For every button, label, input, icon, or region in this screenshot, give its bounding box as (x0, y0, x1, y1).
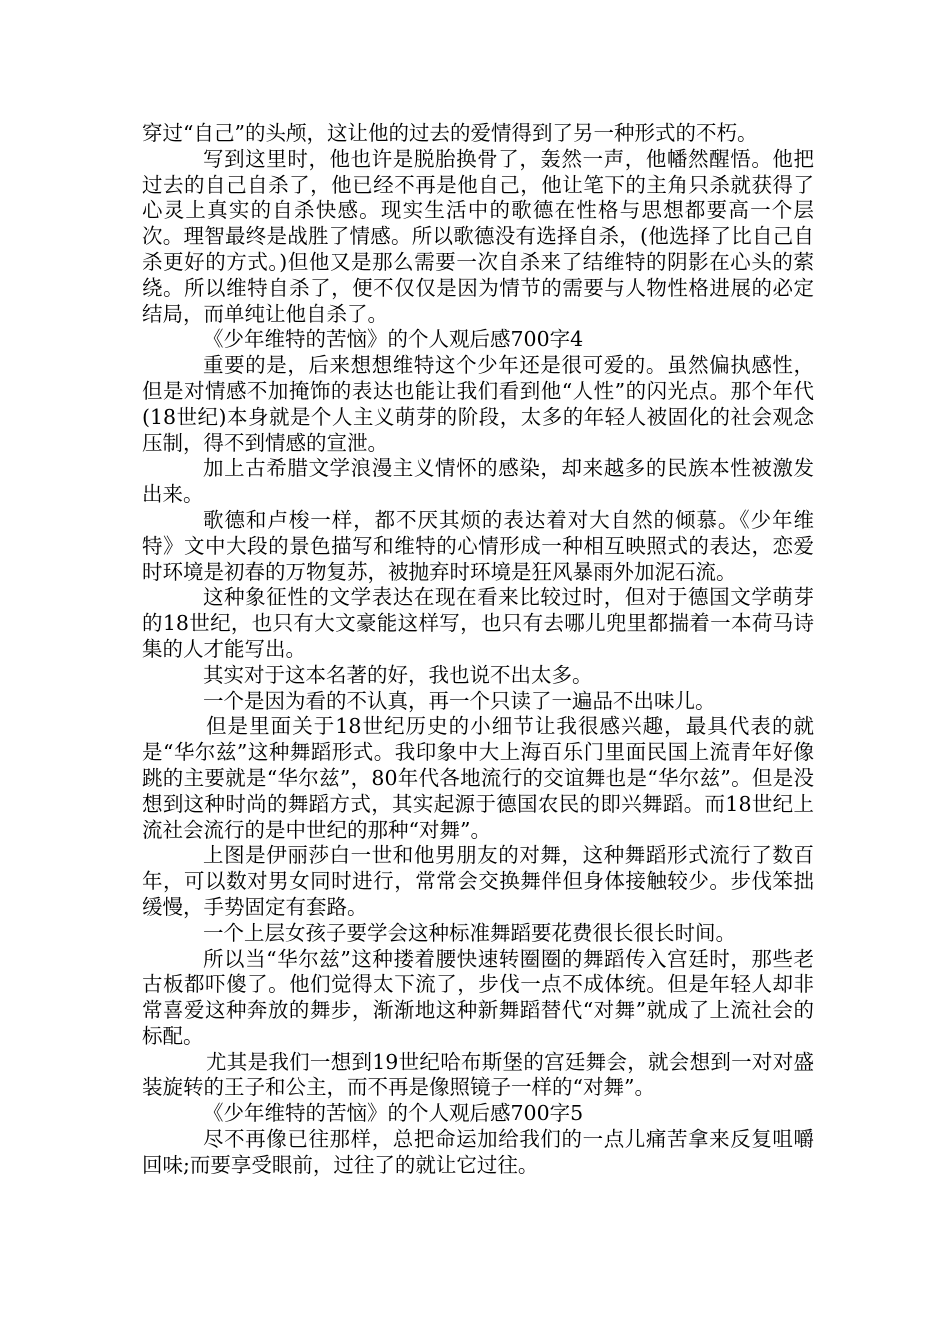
section-heading-4: 《少年维特的苦恼》的个人观后感700字4 (203, 327, 584, 352)
paragraph-6: 这种象征性的文学表达在现在看来比较过时，但对于德国文学萌芽的18世纪，也只有大文豪能这样写，也只有去哪儿兜里都揣着一本荷马诗集的人才能写出。 (142, 585, 814, 661)
paragraph-8: 一个是因为看的不认真，再一个只读了一遍品不出味儿。 (203, 688, 716, 713)
paragraph-13: 尤其是我们一想到19世纪哈布斯堡的宫廷舞会，就会想到一对对盛装旋转的王子和公主，而不再是像照镜子一样的“对舞”。 (142, 1049, 814, 1100)
paragraph-3: 重要的是，后来想想维特这个少年还是很可爱的。虽然偏执感性，但是对情感不加掩饰的表达也能让我们看到他“人性”的闪光点。那个年代(18世纪)本身就是个人主义萌芽的阶段，太多的年轻人被固化的社会观念压制，得不到情感的宣泄。 (142, 353, 814, 455)
document-page (142, 121, 814, 1179)
paragraph-5: 歌德和卢梭一样，都不厌其烦的表达着对大自然的倾慕。《少年维特》文中大段的景色描写和维特的心情形成一种相互映照式的表达，恋爱时环境是初春的万物复苏，被抛弃时环境是狂风暴雨外加泥石流。 (142, 507, 814, 584)
paragraph-1: 穿过“自己”的头颅，这让他的过去的爱情得到了另一种形式的不朽。 (142, 121, 758, 145)
paragraph-11: 一个上层女孩子要学会这种标准舞蹈要花费很长很长时间。 (203, 920, 736, 945)
paragraph-4: 加上古希腊文学浪漫主义情怀的感染，却来越多的民族本性被激发出来。 (142, 456, 814, 507)
paragraph-10: 上图是伊丽莎白一世和他男朋友的对舞，这种舞蹈形式流行了数百年，可以数对男女同时进行，常常会交换舞伴但身体接触较少。步伐笨拙缓慢，手势固定有套路。 (142, 843, 814, 919)
paragraph-2: 写到这里时，他也许是脱胎换骨了，轰然一声，他幡然醒悟。他把过去的自己自杀了，他已经不再是他自己，他让笔下的主角只杀就获得了心灵上真实的自杀快感。现实生活中的歌德在性格与思想都要高一个层次。理智最终是战胜了情感。所以歌德没有选择自杀，(他选择了比自己自杀更好的方式。)但他又是那么需要一次自杀来了结维特的阴影在心头的萦绕。所以维特自杀了，便不仅仅是因为情节的需要与人物性格进展的必定结局，而单纯让他自杀了。 (142, 146, 814, 326)
paragraph-9: 但是里面关于18世纪历史的小细节让我很感兴趣，最具代表的就是“华尔兹”这种舞蹈形式。我印象中大上海百乐门里面民国上流青年好像跳的主要就是“华尔兹”，80年代各地流行的交谊舞也是“华尔兹”。但是没想到这种时尚的舞蹈方式，其实起源于德国农民的即兴舞蹈。而18世纪上流社会流行的是中世纪的那种“对舞”。 (142, 714, 814, 842)
paragraph-7: 其实对于这本名著的好，我也说不出太多。 (203, 662, 593, 687)
paragraph-12: 所以当“华尔兹”这种搂着腰快速转圈圈的舞蹈传入宫廷时，那些老古板都吓傻了。他们觉得太下流了，步伐一点不成体统。但是年轻人却非常喜爱这种奔放的舞步，渐渐地这种新舞蹈替代“对舞”就成了上流社会的标配。 (142, 946, 814, 1048)
section-heading-5: 《少年维特的苦恼》的个人观后感700字5 (203, 1101, 584, 1126)
paragraph-14: 尽不再像已往那样，总把命运加给我们的一点儿痛苦拿来反复咀嚼回味;而要享受眼前，过往了的就让它过往。 (142, 1127, 814, 1177)
